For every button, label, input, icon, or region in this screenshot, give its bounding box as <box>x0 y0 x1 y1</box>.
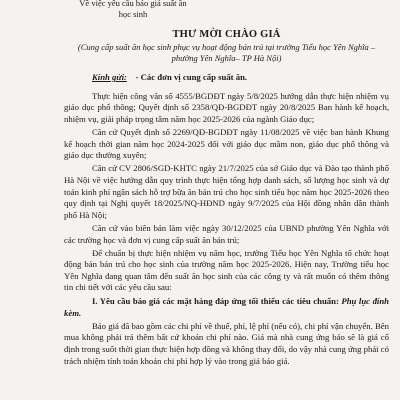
paragraph: Thực hiện công văn số 4555/BGDĐT ngày 5/8/2025 hướng dẫn thực hiện nhiệm vụ giáo dục phổ thông; Quyết định số 2358/QĐ-BGDĐT ngày 20/8/2025 Ban hành kế hoạch, nhiệm vụ, giải pháp trọng tâm năm học 2025-2026 của ngành Giáo dục; <box>64 90 389 124</box>
section-heading-text: I. Yêu cầu báo giá các mặt hàng đáp ứng tối thiểu các tiêu chuẩn: <box>92 296 339 307</box>
header-left-line: Về việc yêu cầu báo giá suất ăn <box>79 0 187 8</box>
section-heading <box>64 296 389 319</box>
paragraph: Căn cứ CV 2806/SGD-KHTC ngày 21/7/2025 của sở Giáo dục và Đào tạo thành phố Hà Nội về việc hướng dẫn quy trình thực hiện tổng hợp danh sách, số lượng học sinh và dự toán kinh phí ngân sách hỗ trợ bữa ăn bán trú cho học sinh tiểu học năm học 2025-2026 theo quy định tại Nghị quyết 18/2025/NQ-HĐND ngày 9/7/2025 của Hội đồng nhân dân thành phố Hà Nội; <box>64 163 389 220</box>
recipient-line <box>92 72 389 84</box>
document-body <box>64 72 389 369</box>
recipient-value: - Các đơn vị cung cấp suất ăn. <box>135 72 248 82</box>
paragraph: Báo giá đã bao gồm các chi phí về thuế, phí, lệ phí (nếu có), chi phí vận chuyển. Bên mua không phải trả thêm bất cứ khoản chi phí nào. Giá mà nhà cung ứng báo sẽ là giá cố định trong suốt thời gian thực hiện hợp đồng và không thay đổi, do vậy nhà cung ứng phải có trách nhiệm tính toán khoản chi phí hợp lý vào trong giá báo giá. <box>64 320 389 366</box>
paragraph: Căn cứ Quyết định số 2269/QĐ-BGDĐT ngày 11/08/2025 về việc ban hành Khung kế hoạch thời gian năm học 2024-2025 đối với giáo dục mầm non, giáo dục phổ thông và giáo dục thường xuyên; <box>64 126 389 161</box>
paragraph: Căn cứ vào biên bản làm việc ngày 30/12/2025 của UBND phường Yên Nghĩa với các trường học và đơn vị cung cấp suất ăn bán trú; <box>64 222 389 245</box>
header-left <box>58 0 208 20</box>
document-subtitle: (Cung cấp suất ăn học sinh phục vụ hoạt động bán trú tại trường Tiểu học Yên Nghĩa – phường Yên Nghĩa– TP Hà Nội) <box>77 42 376 63</box>
paragraph: Để chuẩn bị thực hiện nhiệm vụ năm học, trường Tiểu học Yên Nghĩa tổ chức hoạt động bán bán trú cho học sinh của trường năm học 2025-2026. Hiện nay, Trường tiểu học Yên Nghĩa đang quan tâm đến suất ăn học sinh của các công ty và rất muốn có thêm thông tin chi tiết với các yêu cầu sau: <box>64 247 389 293</box>
header-left-line: học sinh <box>118 9 148 19</box>
document-title: THƯ MỜI CHÀO GIÁ <box>172 29 281 40</box>
recipient-label: Kính gửi: <box>92 72 127 82</box>
section-heading-note: Phụ lục đính kèm. <box>64 296 390 318</box>
